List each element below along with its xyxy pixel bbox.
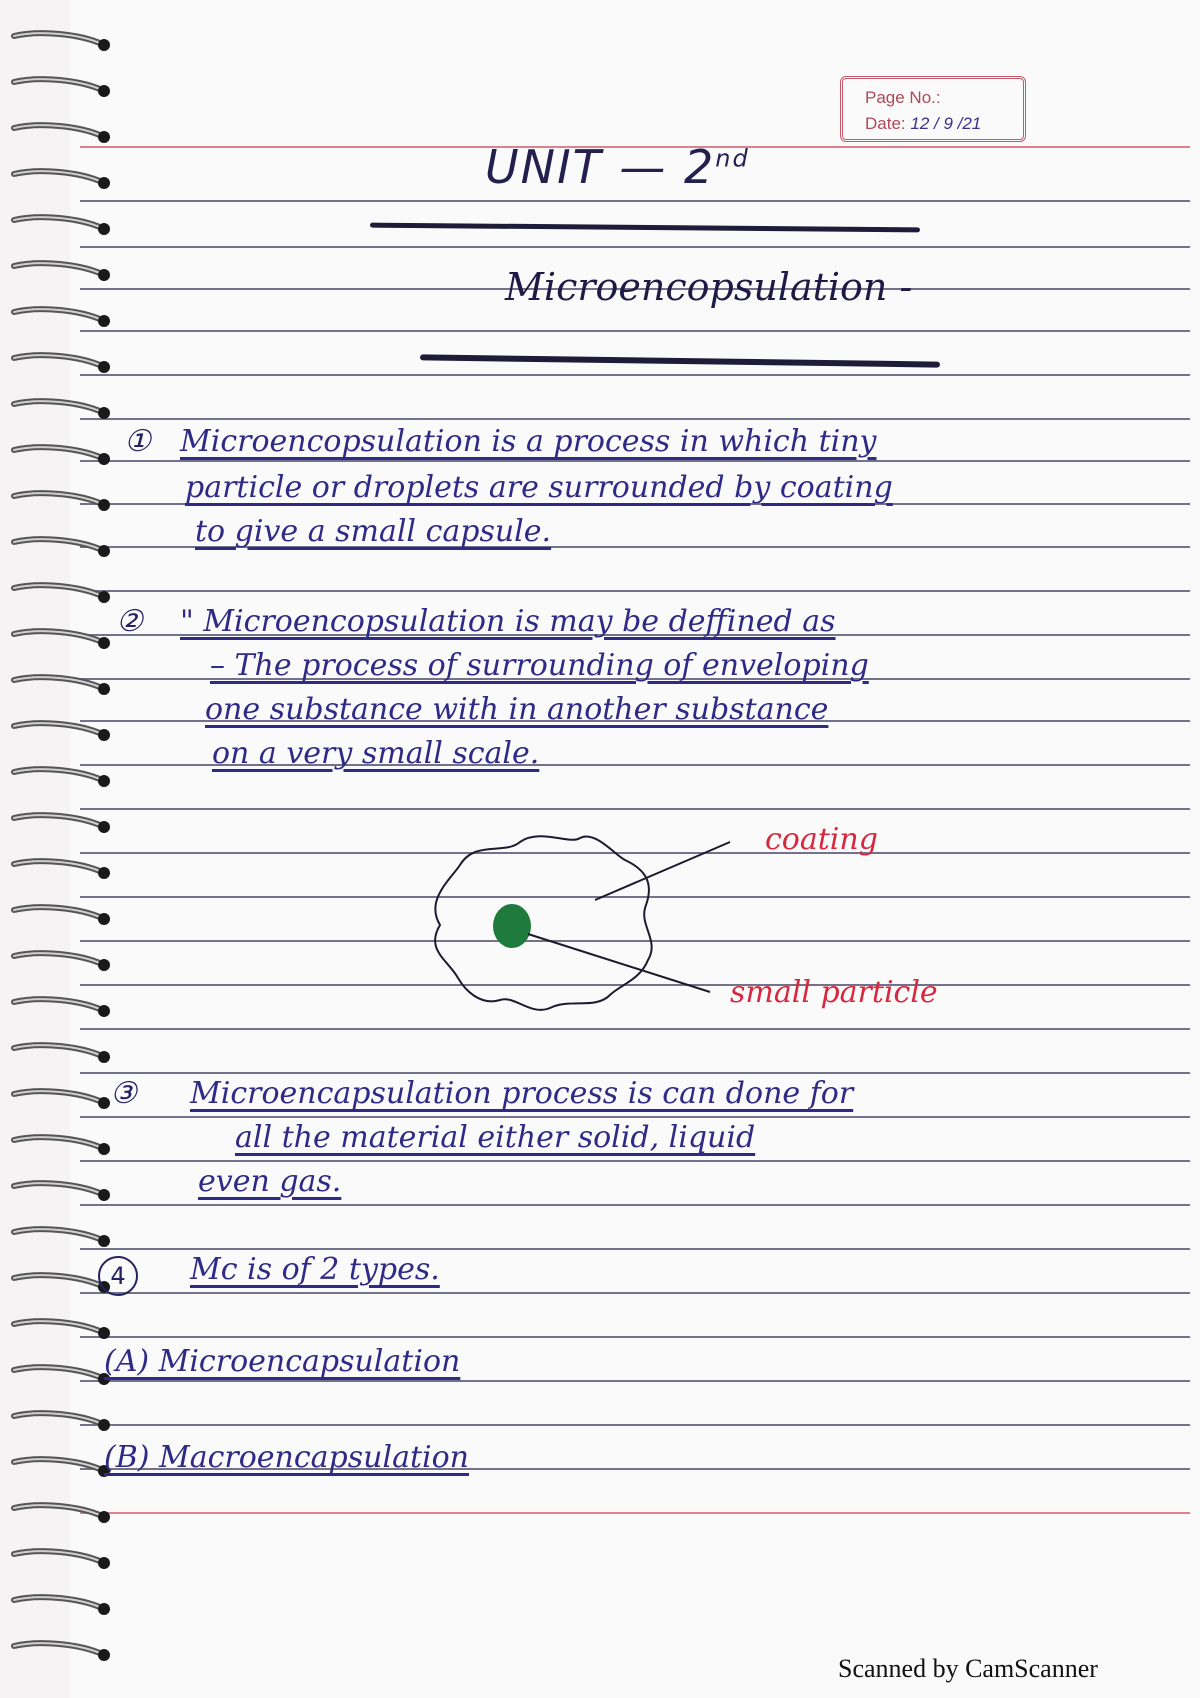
ruled-line bbox=[80, 1380, 1190, 1382]
spiral-coil bbox=[10, 168, 110, 190]
spiral-coil bbox=[10, 1364, 110, 1386]
ruled-line bbox=[80, 418, 1190, 420]
unit-heading bbox=[485, 140, 805, 194]
spiral-coil bbox=[10, 76, 110, 98]
point-line: to give a small capsule. bbox=[195, 514, 552, 549]
ruled-line bbox=[80, 1204, 1190, 1206]
spiral-coil bbox=[10, 766, 110, 788]
point-marker: ① bbox=[124, 424, 151, 459]
spiral-coil bbox=[10, 352, 110, 374]
spiral-coil bbox=[10, 122, 110, 144]
spiral-coil bbox=[10, 444, 110, 466]
spiral-coil bbox=[10, 812, 110, 834]
type-item: (B) Macroencapsulation bbox=[104, 1440, 469, 1475]
spiral-coil bbox=[10, 674, 110, 696]
small-particle-dot bbox=[493, 904, 531, 948]
spiral-coil bbox=[10, 214, 110, 236]
spiral-coil bbox=[10, 858, 110, 880]
point-line: particle or droplets are surrounded by coating bbox=[185, 470, 893, 505]
particle-pointer bbox=[528, 934, 710, 992]
date-label: Date: bbox=[865, 114, 906, 133]
spiral-coil bbox=[10, 1548, 110, 1570]
spiral-coil bbox=[10, 1410, 110, 1432]
spiral-coil bbox=[10, 30, 110, 52]
ruled-line bbox=[80, 1336, 1190, 1338]
spiral-coil bbox=[10, 490, 110, 512]
coating-pointer bbox=[595, 842, 730, 900]
spiral-coil bbox=[10, 582, 110, 604]
ruled-line bbox=[80, 460, 1190, 462]
point-line: Microencopsulation is a process in which tiny bbox=[180, 424, 877, 459]
point-line: on a very small scale. bbox=[212, 736, 540, 771]
page-no-label: Page No.: bbox=[865, 88, 941, 107]
spiral-coil bbox=[10, 1456, 110, 1478]
spiral-coil bbox=[10, 628, 110, 650]
scanner-watermark: Scanned by CamScanner bbox=[838, 1654, 1098, 1683]
topic-heading: Microencopsulation - bbox=[505, 265, 913, 309]
spiral-coil bbox=[10, 1502, 110, 1524]
ruled-line bbox=[80, 200, 1190, 202]
spiral-coil bbox=[10, 996, 110, 1018]
point-line: Mc is of 2 types. bbox=[190, 1252, 440, 1287]
spiral-coil bbox=[10, 1226, 110, 1248]
type-item: (A) Microencapsulation bbox=[104, 1344, 461, 1379]
spiral-coil bbox=[10, 398, 110, 420]
unit-heading-suffix: nd bbox=[715, 144, 750, 173]
point-marker: ② bbox=[116, 604, 143, 639]
spiral-coil bbox=[10, 536, 110, 558]
ruled-line bbox=[80, 330, 1190, 332]
point-line: all the material either solid, liquid bbox=[235, 1120, 756, 1155]
ruled-line bbox=[80, 590, 1190, 592]
point-line: one substance with in another substance bbox=[205, 692, 829, 727]
point-line: even gas. bbox=[198, 1164, 342, 1199]
spiral-coil bbox=[10, 1134, 110, 1156]
spiral-coil bbox=[10, 1594, 110, 1616]
spiral-coil bbox=[10, 260, 110, 282]
spiral-coil bbox=[10, 306, 110, 328]
ruled-line bbox=[80, 1248, 1190, 1250]
spiral-coil bbox=[10, 1042, 110, 1064]
unit-heading-text: UNIT — 2 bbox=[485, 140, 716, 194]
point-4-circle: 4 bbox=[98, 1256, 138, 1296]
spiral-coil bbox=[10, 1088, 110, 1110]
small-particle-label: small particle bbox=[730, 975, 938, 1010]
point-line: Microencapsulation process is can done for bbox=[190, 1076, 854, 1111]
coating-shell bbox=[435, 836, 652, 1010]
spiral-coil bbox=[10, 1272, 110, 1294]
ruled-line bbox=[80, 374, 1190, 376]
ruled-line bbox=[80, 1072, 1190, 1074]
ruled-line bbox=[80, 1160, 1190, 1162]
spiral-coil bbox=[10, 720, 110, 742]
spiral-coil bbox=[10, 1180, 110, 1202]
point-marker: ③ bbox=[110, 1076, 137, 1111]
date-value: 12 / 9 /21 bbox=[910, 114, 982, 133]
point-line: – The process of surrounding of enveloping bbox=[210, 648, 869, 683]
spiral-coil bbox=[10, 950, 110, 972]
footer-red-rule bbox=[80, 1512, 1190, 1514]
ruled-line bbox=[80, 1424, 1190, 1426]
point-line: " Microencopsulation is may be deffined as bbox=[180, 604, 836, 639]
spiral-binding bbox=[0, 0, 120, 1698]
ruled-line bbox=[80, 808, 1190, 810]
ruled-line bbox=[80, 246, 1190, 248]
ruled-line bbox=[80, 1116, 1190, 1118]
page-date-stamp bbox=[840, 76, 1026, 142]
spiral-coil bbox=[10, 904, 110, 926]
ruled-line bbox=[80, 1292, 1190, 1294]
coating-label: coating bbox=[765, 822, 878, 857]
spiral-coil bbox=[10, 1640, 110, 1662]
spiral-coil bbox=[10, 1318, 110, 1340]
